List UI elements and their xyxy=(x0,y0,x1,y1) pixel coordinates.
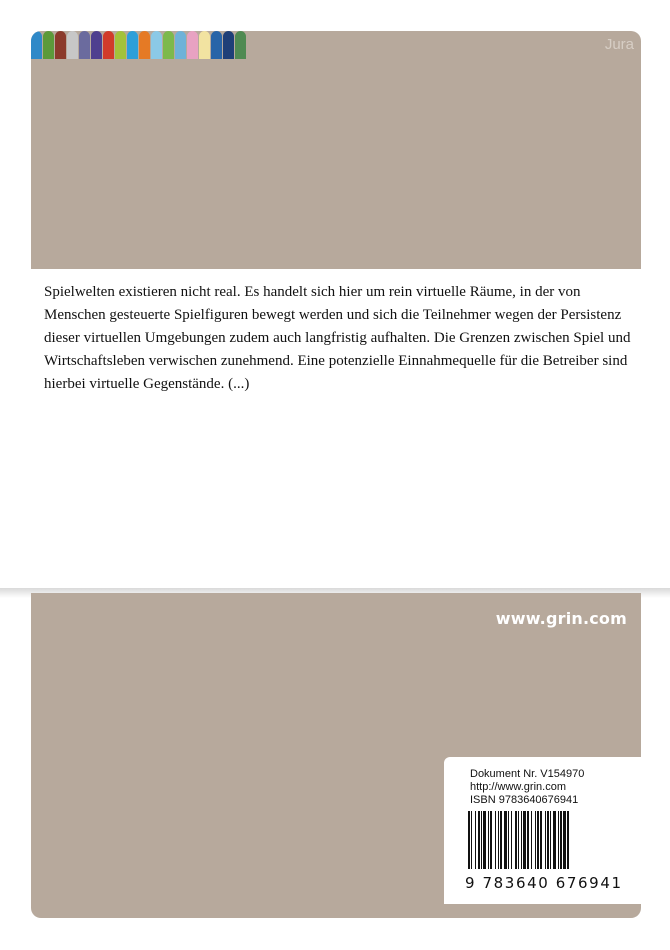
barcode-bar xyxy=(560,811,562,869)
color-tab xyxy=(211,31,222,59)
color-tab xyxy=(91,31,102,59)
barcode-digits: 9 783640 676941 xyxy=(465,874,623,892)
barcode-bar xyxy=(490,811,492,869)
color-tab xyxy=(43,31,54,59)
isbn-number: ISBN 9783640676941 xyxy=(470,794,579,806)
color-tab xyxy=(103,31,114,59)
color-tab xyxy=(223,31,234,59)
barcode-bar xyxy=(488,811,489,869)
barcode-bar xyxy=(504,811,507,869)
color-tab xyxy=(235,31,246,59)
barcode-bar xyxy=(523,811,526,869)
cover-top-panel xyxy=(31,31,641,269)
barcode-bar xyxy=(545,811,546,869)
cover-bottom-panel xyxy=(31,593,641,918)
barcode-bar xyxy=(508,811,509,869)
barcode-bar xyxy=(475,811,476,869)
color-tab xyxy=(55,31,66,59)
color-tab xyxy=(31,31,42,59)
color-tab xyxy=(163,31,174,59)
color-tab xyxy=(79,31,90,59)
color-tab xyxy=(139,31,150,59)
color-tab xyxy=(67,31,78,59)
barcode-image xyxy=(466,811,621,873)
publisher-website: www.grin.com xyxy=(495,609,627,628)
color-tab xyxy=(175,31,186,59)
barcode-bar xyxy=(547,811,549,869)
barcode-bar xyxy=(471,811,472,869)
barcode-bar xyxy=(537,811,539,869)
barcode-bar xyxy=(515,811,517,869)
isbn-box xyxy=(444,757,641,904)
barcode-bar xyxy=(511,811,512,869)
barcode-bar xyxy=(553,811,556,869)
barcode-bar xyxy=(535,811,536,869)
barcode-bar xyxy=(518,811,519,869)
color-tab xyxy=(127,31,138,59)
color-tab xyxy=(187,31,198,59)
barcode-bar xyxy=(531,811,532,869)
color-tab xyxy=(115,31,126,59)
barcode-bar xyxy=(498,811,499,869)
barcode-bar xyxy=(558,811,559,869)
barcode-bar xyxy=(468,811,470,869)
barcode-bar xyxy=(483,811,486,869)
publisher-url: http://www.grin.com xyxy=(470,781,566,793)
barcode-bar xyxy=(550,811,551,869)
barcode-bar xyxy=(567,811,569,869)
barcode-bar xyxy=(481,811,482,869)
barcode-bar xyxy=(563,811,566,869)
book-blurb: Spielwelten existieren nicht real. Es handelt sich hier um rein virtuelle Räume, in der von Menschen gesteuerte Spielfiguren bewegt werden und sich die Teilnehmer wegen der Persistenz dieser virtuellen Umgebungen zudem auch langfristig aufhalten. Die Grenzen zwischen Spiel und Wirtschaftsleben verwischen zunehmend. Eine potenzielle Einnahmequelle für die Betreiber sind hierbei virtuelle Gegenstände. (...) xyxy=(44,284,631,392)
document-number: Dokument Nr. V154970 xyxy=(470,768,585,780)
color-tab xyxy=(151,31,162,59)
barcode-bar xyxy=(495,811,496,869)
barcode-bar xyxy=(500,811,502,869)
color-tab xyxy=(199,31,210,59)
color-tab-strip xyxy=(31,31,247,59)
barcode-bar xyxy=(521,811,522,869)
barcode-bar xyxy=(478,811,480,869)
barcode-bar xyxy=(527,811,529,869)
category-label: Jura xyxy=(604,36,634,53)
barcode-bar xyxy=(540,811,542,869)
